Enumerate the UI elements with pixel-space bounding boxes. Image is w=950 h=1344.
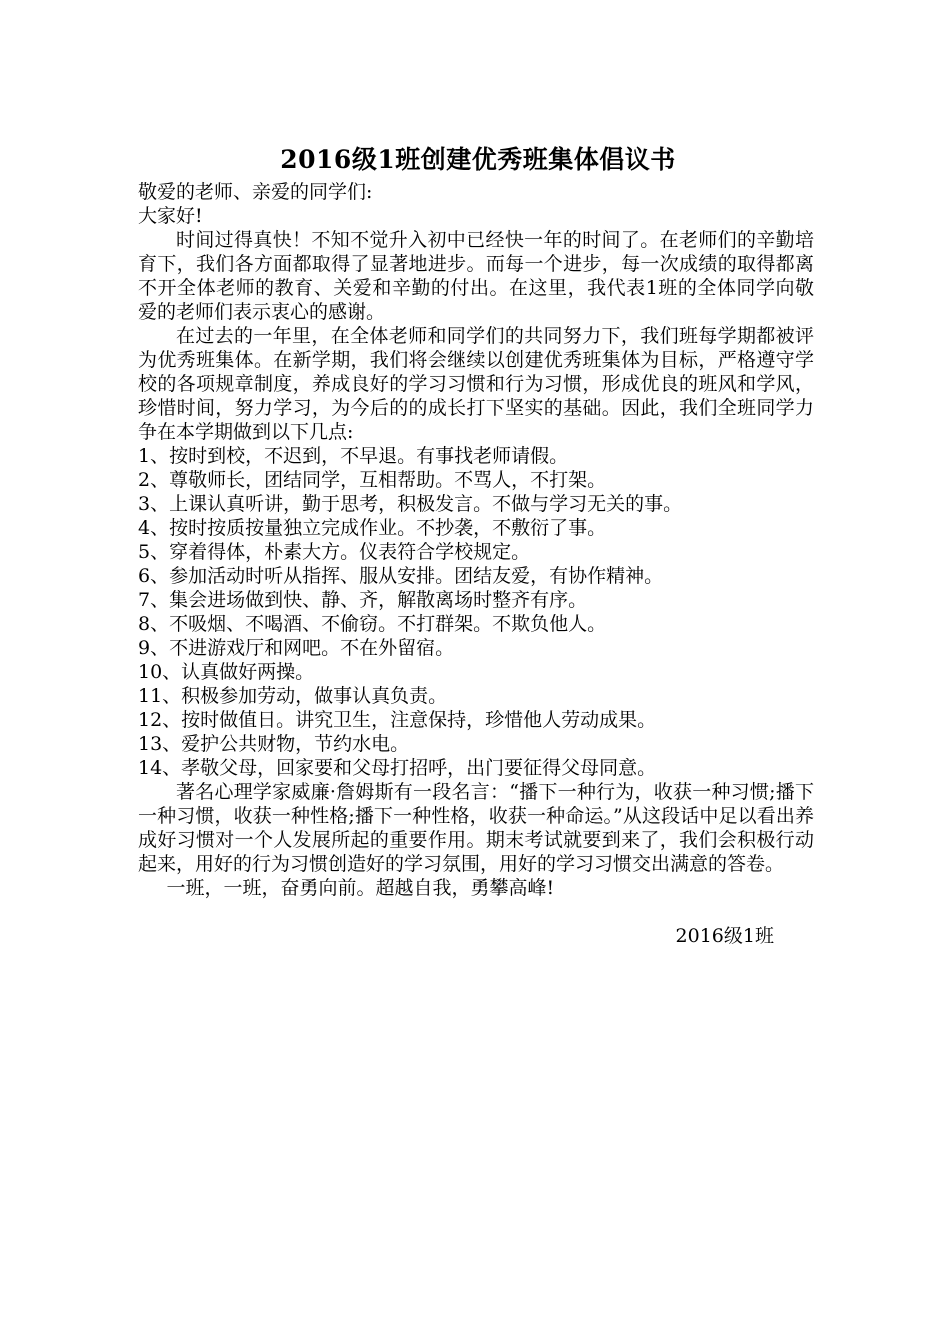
document-page — [138, 140, 814, 948]
list-item: 13、爱护公共财物，节约水电。 — [138, 733, 410, 755]
list-item: 14、孝敬父母，回家要和父母打招呼，出门要征得父母同意。 — [138, 757, 657, 779]
signature: 2016级1班 — [675, 925, 774, 947]
list-item: 11、积极参加劳动，做事认真负责。 — [138, 685, 448, 707]
list-item: 1、按时到校，不迟到，不早退。有事找老师请假。 — [138, 445, 569, 467]
list-item: 12、按时做值日。讲究卫生，注意保持，珍惜他人劳动成果。 — [138, 709, 657, 731]
paragraph-goals: 在过去的一年里，在全体老师和同学们的共同努力下，我们班每学期都被评为优秀班集体。在新学期，我们将会继续以创建优秀班集体为目标，严格遵守学校的各项规章制度，养成良好的学习习惯和行为习惯，形成优良的班风和学风，珍惜时间，努力学习，为今后的的成长打下坚实的基础。因此，我们全班同学力争在本学期做到以下几点: — [138, 325, 814, 443]
list-item: 6、参加活动时听从指挥、服从安排。团结友爱，有协作精神。 — [138, 565, 664, 587]
greeting: 大家好! — [138, 205, 203, 227]
list-item: 3、上课认真听讲，勤于思考，积极发言。不做与学习无关的事。 — [138, 493, 683, 515]
list-item: 4、按时按质按量独立完成作业。不抄袭，不敷衍了事。 — [138, 517, 607, 539]
paragraph-intro: 时间过得真快！不知不觉升入初中已经快一年的时间了。在老师们的辛勤培育下，我们各方面都取得了显著地进步。而每一个进步，每一次成绩的取得都离不开全体老师的教育、关爱和辛勤的付出。在这里，我代表1班的全体同学向敬爱的老师们表示衷心的感谢。 — [138, 229, 814, 323]
salutation: 敬爱的老师、亲爱的同学们: — [138, 181, 373, 203]
list-item: 2、尊敬师长，团结同学，互相帮助。不骂人，不打架。 — [138, 469, 607, 491]
list-item: 10、认真做好两操。 — [138, 661, 315, 683]
document-title: 2016级1班创建优秀班集体倡议书 — [280, 145, 676, 174]
list-item: 8、不吸烟、不喝酒、不偷窃。不打群架。不欺负他人。 — [138, 613, 607, 635]
paragraph-closing: 著名心理学家威廉·詹姆斯有一段名言：“播下一种行为，收获一种习惯;播下一种习惯，收获一种性格;播下一种性格，收获一种命运。”从这段话中足以看出养成好习惯对一个人发展所起的重要作用。期末考试就要到来了，我们会积极行动起来，用好的行为习惯创造好的学习氛围，用好的学习习惯交出满意的答卷。 — [138, 781, 814, 875]
list-item: 9、不进游戏厅和网吧。不在外留宿。 — [138, 637, 455, 659]
slogan: 一班，一班，奋勇向前。超越自我，勇攀高峰! — [166, 877, 555, 899]
list-item: 5、穿着得体，朴素大方。仪表符合学校规定。 — [138, 541, 531, 563]
pledge-list — [138, 444, 814, 780]
list-item: 7、集会进场做到快、静、齐，解散离场时整齐有序。 — [138, 589, 588, 611]
